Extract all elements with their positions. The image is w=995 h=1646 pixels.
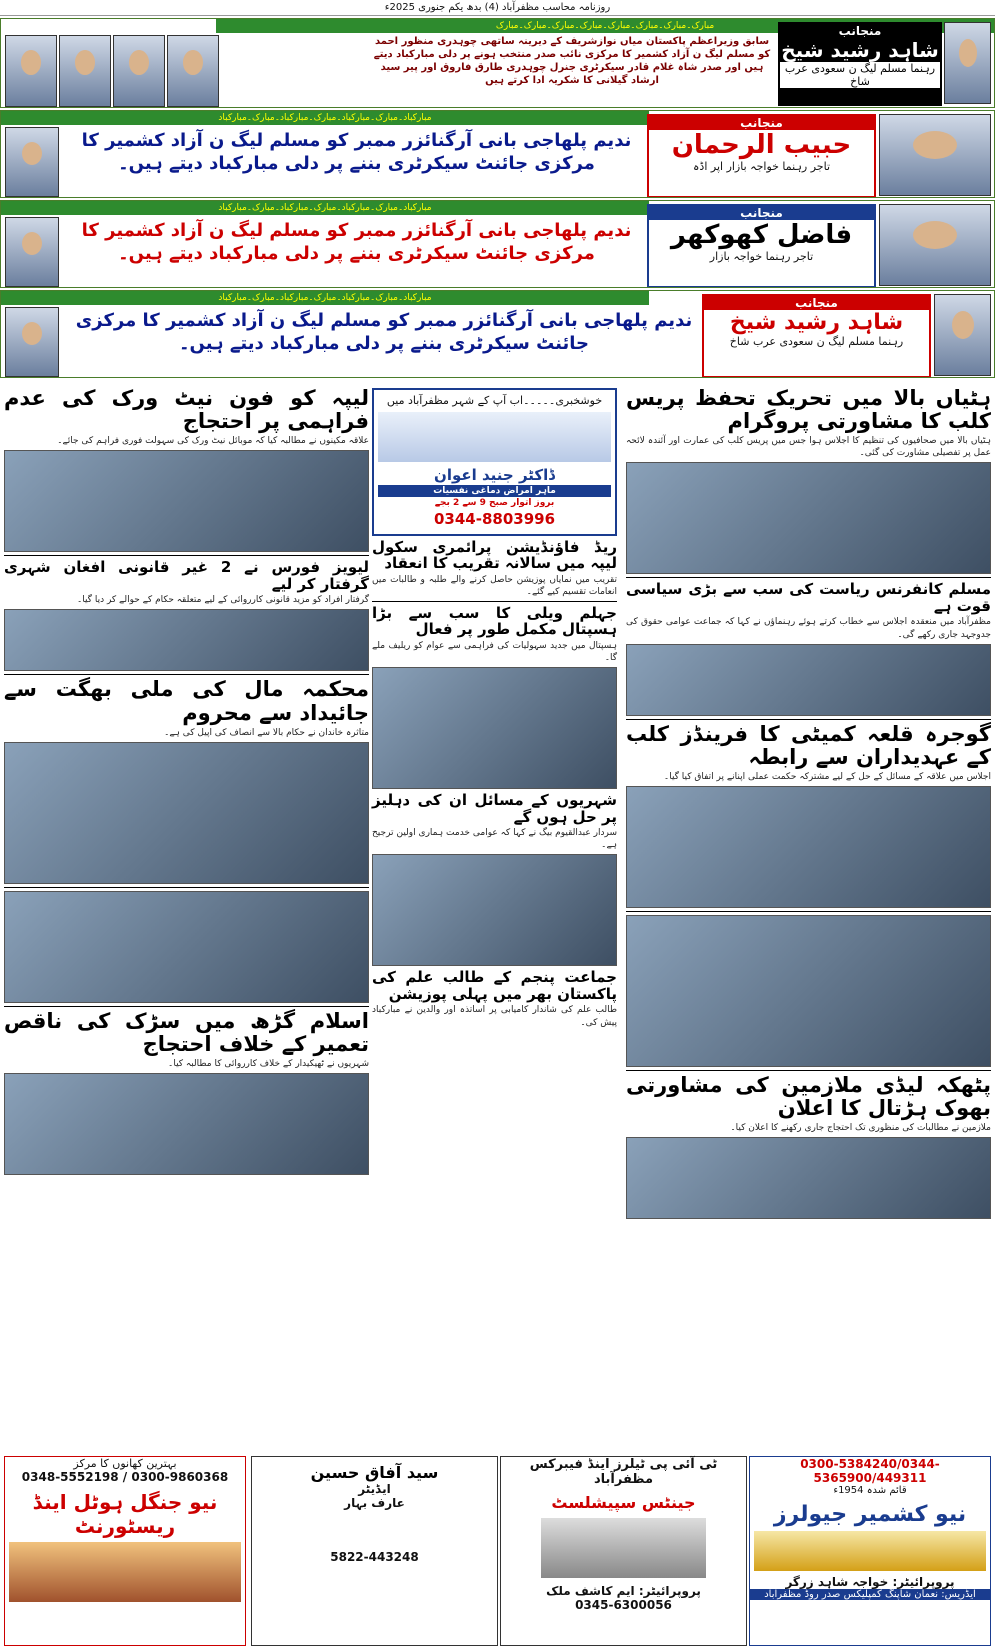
ad-banner-4	[0, 290, 995, 378]
editor-name-2: عارف بہار	[344, 1496, 405, 1510]
sponsor-box	[778, 22, 942, 106]
article-text: اجلاس میں علاقہ کے مسائل کے حل کے لیے مشترکہ حکمت عملی اپنانے پر اتفاق کیا گیا۔	[663, 771, 991, 782]
photo-portrait	[934, 294, 991, 376]
headline: محکمہ مال کی ملی بھگت سے جائیداد سے محروم	[4, 677, 369, 725]
article-text: طالب علم کی شاندار کامیابی پر اساتذہ اور والدین نے مبارکباد پیش کی۔	[372, 1005, 617, 1028]
editor-name: سید آفاق حسین	[310, 1463, 439, 1482]
sponsor-title: منجانب	[649, 206, 874, 220]
headline: جماعت پنجم کے طالب علم کی پاکستان بھر میں پہلی پوزیشن	[372, 968, 617, 1003]
mubarak-strip: مبارکباد۔مبارک۔مبارکباد۔مبارک۔مبارکباد۔مبارک۔مبارکباد	[1, 291, 649, 305]
sponsor-name: شاہد رشید شیخ	[781, 38, 939, 62]
ad-since: قائم شدہ 1954ء	[833, 1485, 907, 1496]
news-column-left	[4, 385, 369, 1454]
mubarak-strip: مبارک۔مبارک۔مبارک۔مبارک۔مبارک۔مبارک۔مبارک۔مبارک	[216, 19, 994, 33]
doctor-name: ڈاکٹر جنید اعوان	[434, 465, 555, 484]
mubarak-strip: مبارکباد۔مبارک۔مبارکباد۔مبارک۔مبارکباد۔مبارک۔مبارکباد	[1, 111, 649, 125]
article-text: شہریوں نے ٹھیکیدار کے خلاف کارروائی کا مطالبہ کیا۔	[168, 1058, 369, 1069]
sponsor-box	[647, 114, 876, 198]
ad-phones: 0300-9860368 / 0348-5552198	[21, 1470, 229, 1484]
mubarak-strip: مبارکباد۔مبارک۔مبارکباد۔مبارک۔مبارکباد۔مبارک۔مبارکباد	[1, 201, 649, 215]
ad-title: جینٹس سپیشلسٹ	[551, 1493, 696, 1512]
doctor-specialty: ماہر امراض دماغی نفسیات	[378, 485, 611, 497]
ad-sub: بہترین کھانوں کا مرکز	[73, 1457, 177, 1470]
footer-ad-jewellers	[749, 1456, 991, 1646]
sponsor-name: شاہد رشید شیخ	[729, 310, 904, 335]
news-photo	[4, 1073, 369, 1175]
article-text: گرفتار افراد کو مزید قانونی کارروائی کے لیے متعلقہ حکام کے حوالے کر دیا گیا۔	[76, 595, 369, 606]
article-text: علاقہ مکینوں نے مطالبہ کیا کہ موبائل نیٹ ورک کی سہولت فوری فراہم کی جائے۔	[57, 436, 369, 447]
sponsor-box	[702, 294, 931, 378]
doctor-phone: 0344-8803996	[433, 510, 556, 529]
sponsor-subtitle: تاجر رہنما خواجہ بازار اپر اڈہ	[692, 160, 831, 173]
article-text: مظفرآباد میں منعقدہ اجلاس سے خطاب کرتے ہوئے رہنماؤں نے کہا کہ جماعت عوامی حقوق کی جدوجہد جاری رکھے گی۔	[626, 617, 991, 640]
news-column-right	[626, 385, 991, 1454]
ad-name: ٹی آئی پی ٹیلرز اینڈ فیبرکس مظفرآباد	[529, 1457, 718, 1487]
news-photo	[4, 609, 369, 671]
headline: جہلم ویلی کا سب سے بڑا ہسپتال مکمل طور پر فعال	[372, 603, 617, 639]
headline: پٹھکہ لیڈی ملازمین کی مشاورتی بھوک ہڑتال کا اعلان	[626, 1073, 991, 1121]
editor-phone: 5822-443248	[330, 1550, 419, 1564]
sponsor-box	[647, 204, 876, 288]
doctor-ad	[372, 388, 617, 536]
sponsor-title: منجانب	[649, 116, 874, 130]
stethoscope-image	[378, 412, 611, 462]
photo-portrait	[944, 22, 991, 104]
ad-phone: 0345-6300056	[575, 1598, 672, 1612]
photo-portrait	[59, 35, 111, 107]
sponsor-name: فاضل کھوکھر	[670, 220, 853, 250]
article-text: سردار عبدالقیوم بیگ نے کہا کہ عوامی خدمت ہماری اولین ترجیح ہے۔	[372, 828, 617, 851]
ad-title: نیو کشمیر جیولرز	[773, 1502, 967, 1527]
sponsor-name: حبیب الرحمان	[671, 130, 852, 160]
news-photo	[372, 667, 617, 789]
photo-portrait	[5, 217, 59, 287]
masthead: روزنامہ محاسب مظفرآباد (4) بدھ یکم جنوری 2025ء	[0, 0, 995, 16]
notice-head: خوشخبری۔۔۔۔۔اب آپ کے شہر مظفرآباد میں	[386, 394, 603, 407]
photo-portrait	[167, 35, 219, 107]
photo-group	[879, 204, 991, 286]
ad-message: ندیم پلھاجی بانی آرگنائزر ممبر کو مسلم لیگ ن آزاد کشمیر کا مرکزی جائنٹ سیکرٹری بننے پر دلی مبارکباد دیتے ہیں۔	[81, 130, 632, 175]
shop-logo	[541, 1518, 706, 1578]
photo-portrait	[5, 127, 59, 197]
editor-label: ایڈیٹر	[358, 1482, 391, 1496]
ad-banner-2	[0, 110, 995, 198]
ad-message: ندیم پلھاجی بانی آرگنائزر ممبر کو مسلم لیگ ن آزاد کشمیر کا مرکزی جائنٹ سیکرٹری بننے پر دلی مبارکباد دیتے ہیں۔	[75, 310, 693, 355]
article-text: تقریب میں نمایاں پوزیشن حاصل کرنے والے طلبہ و طالبات میں انعامات تقسیم کیے گئے۔	[372, 574, 617, 597]
sponsor-subtitle: رہنما مسلم لیگ ن سعودی عرب شاخ	[729, 335, 904, 348]
sponsor-subtitle: تاجر رہنما خواجہ بازار	[709, 250, 814, 263]
article-text: متاثرہ خاندان نے حکام بالا سے انصاف کی اپیل کی ہے۔	[164, 727, 369, 738]
news-photo	[4, 891, 369, 1003]
photo-group	[879, 114, 991, 196]
footer-box-editor	[251, 1456, 498, 1646]
photo-portrait	[5, 307, 59, 377]
headline: ہٹیاں بالا میں تحریک تحفظ پریس کلب کا مشاورتی پروگرام	[626, 386, 991, 434]
ad-title: نیو جنگل ہوٹل اینڈ ریسٹورنٹ	[32, 1490, 218, 1538]
news-photo	[4, 450, 369, 552]
sponsor-title: منجانب	[838, 24, 882, 38]
headline: شہریوں کے مسائل ان کی دہلیز پر حل ہوں گے	[372, 791, 617, 826]
jewellery-image	[754, 1531, 986, 1571]
article-text: ہٹیاں بالا میں صحافیوں کی تنظیم کا اجلاس ہوا جس میں پریس کلب کی عمارت اور آئندہ لائحہ عمل پر تفصیلی مشاورت کی گئی۔	[626, 436, 991, 459]
footer-ad-tailors	[500, 1456, 747, 1646]
news-photo	[626, 786, 991, 908]
news-photo	[626, 1137, 991, 1219]
news-photo	[626, 462, 991, 574]
headline: مسلم کانفرنس ریاست کی سب سے بڑی سیاسی قوت ہے	[626, 580, 991, 615]
ad-owner: پروپرائیٹر: خواجہ شاہد زرگر	[785, 1575, 955, 1589]
headline: لیویز فورس نے 2 غیر قانونی افغان شہری گرفتار کر لیے	[4, 558, 369, 593]
ad-message: سابق وزیراعظم پاکستان میاں نوازشریف کے دیرینہ ساتھی چوہدری منظور احمد کو مسلم لیگ ن آزاد کشمیر کا مرکزی نائب صدر منتخب ہونے پر دلی مبارکباد دیتے ہیں اور صدر شاہ غلام قادر سیکرٹری جنرل چوہدری طارق فاروق اور پیر سید ارشاد گیلانی کا شکریہ ادا کرتے ہیں	[373, 36, 771, 86]
ad-owner: پروپرائیٹر: ایم کاشف ملک	[546, 1584, 701, 1598]
sponsor-title: منجانب	[704, 296, 929, 310]
ad-banner-1	[0, 18, 995, 108]
article-text: ملازمین نے مطالبات کی منظوری تک احتجاج جاری رکھنے کا اعلان کیا۔	[730, 1123, 991, 1134]
food-image	[9, 1542, 241, 1602]
photo-portrait	[5, 35, 57, 107]
news-photo	[372, 854, 617, 966]
news-photo	[4, 742, 369, 884]
footer-ad-hotel	[4, 1456, 246, 1646]
article-text: ہسپتال میں جدید سہولیات کی فراہمی سے عوام کو ریلیف ملے گا۔	[372, 640, 617, 664]
sponsor-subtitle: رہنما مسلم لیگ ن سعودی عرب شاخ	[780, 62, 940, 88]
news-column-middle	[372, 385, 617, 1454]
ad-address: ایڈریس: نعمان شاپنگ کمپلیکس صدر روڈ مظفرآباد	[750, 1589, 990, 1600]
headline: لیپہ کو فون نیٹ ورک کی عدم فراہمی پر احتجاج	[4, 386, 369, 434]
ad-banner-3	[0, 200, 995, 288]
photo-portrait	[113, 35, 165, 107]
news-photo	[626, 644, 991, 716]
doctor-days: بروز اتوار صبح 9 سے 2 بجے	[434, 498, 555, 509]
headline: اسلام گڑھ میں سڑک کی ناقص تعمیر کے خلاف احتجاج	[4, 1008, 369, 1056]
headline: گوجرہ قلعہ کمیٹی کا فرینڈز کلب کے عہدیداران سے رابطہ	[626, 721, 991, 769]
news-photo	[626, 915, 991, 1067]
headline: ریڈ فاؤنڈیشن پرائمری سکول لیپہ میں سالانہ تقریب کا انعقاد	[372, 537, 617, 573]
ad-phones: 0300-5384240/0344-5365900/449311	[800, 1457, 940, 1485]
ad-message: ندیم پلھاجی بانی آرگنائزر ممبر کو مسلم لیگ ن آزاد کشمیر کا مرکزی جائنٹ سیکرٹری بننے پر دلی مبارکباد دیتے ہیں۔	[81, 220, 632, 265]
